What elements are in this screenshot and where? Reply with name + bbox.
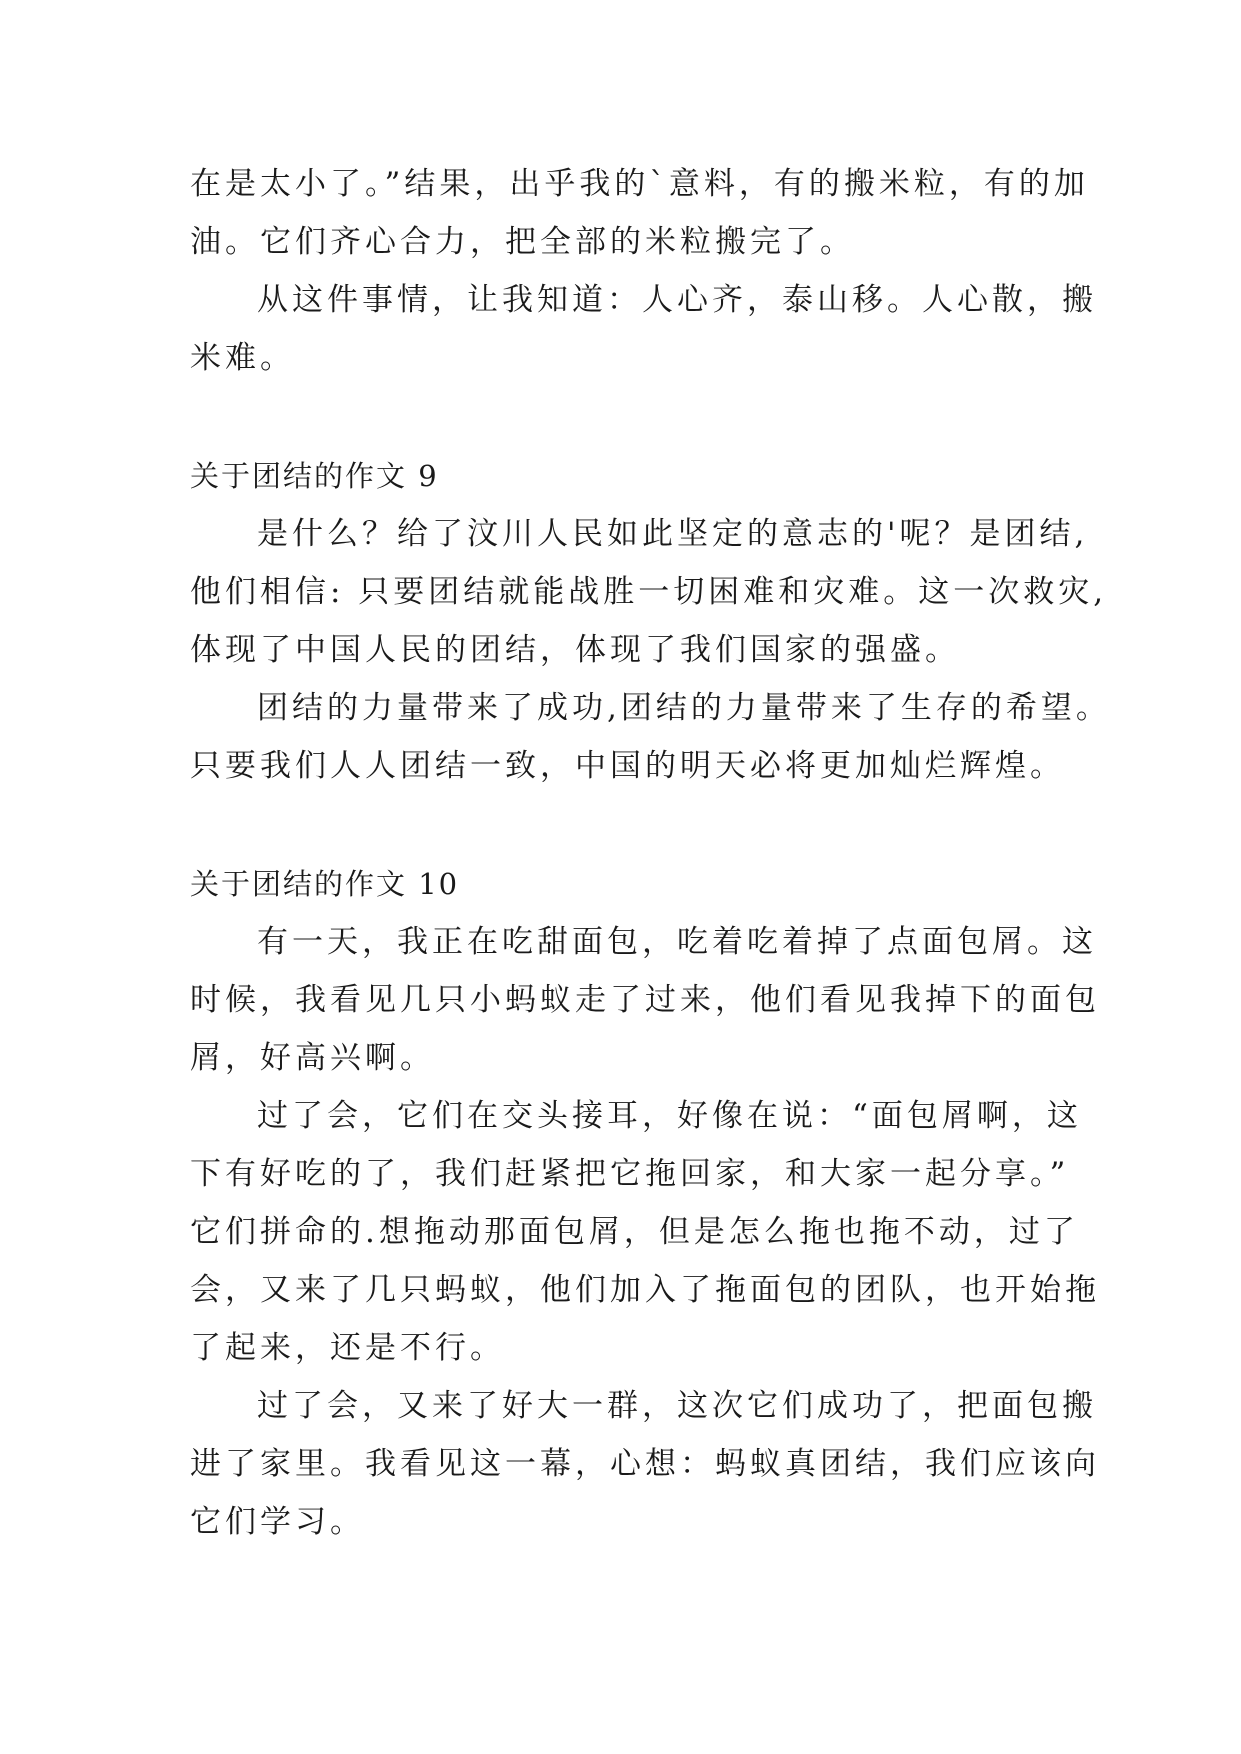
paragraph-line: 在是太小了。”结果，出乎我的`意料，有的搬米粒，有的加 [190,166,1089,202]
essay-heading: 关于团结的作文 10 [190,867,460,901]
paragraph-line: 下有好吃的了，我们赶紧把它拖回家，和大家一起分享。” [190,1156,1070,1192]
paragraph-line: 从这件事情，让我知道：人心齐，泰山移。人心散，搬 [257,282,1097,318]
paragraph-line: 米难。 [190,340,295,376]
paragraph-line: 过了会，又来了好大一群，这次它们成功了，把面包搬 [257,1388,1097,1424]
paragraph-line: 屑，好高兴啊。 [190,1040,435,1076]
paragraph-line: 油。它们齐心合力，把全部的米粒搬完了。 [190,224,855,260]
paragraph-line: 体现了中国人民的团结，体现了我们国家的强盛。 [190,632,960,668]
paragraph-line: 它们拼命的.想拖动那面包屑，但是怎么拖也拖不动，过了 [190,1214,1079,1250]
paragraph-line: 了起来，还是不行。 [190,1330,505,1366]
paragraph-line: 它们学习。 [190,1504,365,1540]
paragraph-line: 有一天，我正在吃甜面包，吃着吃着掉了点面包屑。这 [257,924,1097,960]
paragraph-line: 会，又来了几只蚂蚁，他们加入了拖面包的团队，也开始拖 [190,1272,1100,1308]
paragraph-line: 过了会，它们在交头接耳，好像在说：“面包屑啊，这 [257,1098,1082,1134]
paragraph-line: 他们相信: 只要团结就能战胜一切困难和灾难。这一次救灾, [190,574,1108,610]
paragraph-line: 团结的力量带来了成功,团结的力量带来了生存的希望。 [257,690,1111,726]
paragraph-line: 进了家里。我看见这一幕，心想：蚂蚁真团结，我们应该向 [190,1446,1100,1482]
paragraph-line: 时候，我看见几只小蚂蚁走了过来，他们看见我掉下的面包 [190,982,1100,1018]
paragraph-line: 只要我们人人团结一致，中国的明天必将更加灿烂辉煌。 [190,748,1065,784]
paragraph-line: 是什么？给了汶川人民如此坚定的意志的'呢？是团结, [257,516,1089,552]
essay-heading: 关于团结的作文 9 [190,459,439,493]
